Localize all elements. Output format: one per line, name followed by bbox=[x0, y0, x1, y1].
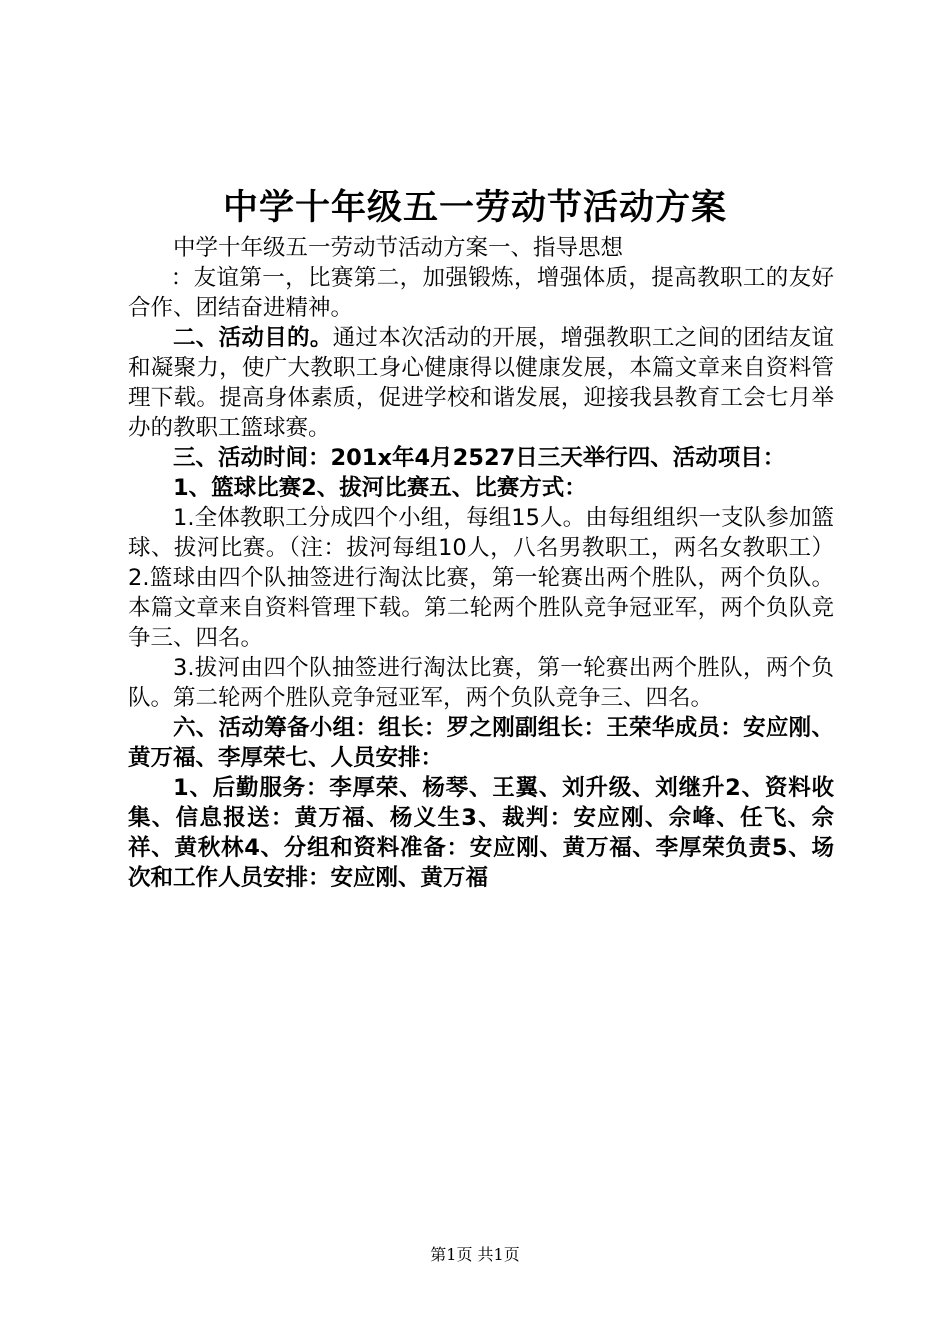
document-body bbox=[128, 233, 834, 893]
document-title: 中学十年级五一劳动节活动方案 bbox=[222, 187, 727, 228]
paragraph-guiding-thought: ：友谊第一，比赛第二，加强锻炼，增强体质，提高教职工的友好合作、团结奋进精神。 bbox=[128, 265, 834, 321]
paragraph-staffing: 1、后勤服务：李厚荣、杨琴、王翼、刘升级、刘继升2、资料收集、信息报送：黄万福、杨义生3、裁判：安应刚、佘峰、任飞、佘祥、黄秋林4、分组和资料准备：安应刚、黄万福、李厚荣负责5、场次和工作人员安排：安应刚、黄万福 bbox=[128, 775, 834, 891]
paragraph-committee: 六、活动筹备小组：组长：罗之刚副组长：王荣华成员：安应刚、黄万福、李厚荣七、人员安排： bbox=[128, 715, 834, 771]
paragraph-purpose bbox=[128, 323, 834, 443]
page-footer: 第1页 共1页 bbox=[430, 1245, 520, 1264]
paragraph-time: 三、活动时间：201x年4月2527日三天举行四、活动项目： bbox=[173, 445, 786, 471]
paragraph-intro: 中学十年级五一劳动节活动方案一、指导思想 bbox=[173, 235, 624, 261]
paragraph-tug-of-war: 3.拔河由四个队抽签进行淘汰比赛，第一轮赛出两个胜队，两个负队。第二轮两个胜队竞争冠亚军，两个负队竞争三、四名。 bbox=[128, 655, 834, 711]
paragraph-format: 1.全体教职工分成四个小组，每组15人。由每组组织一支队参加篮球、拔河比赛。（注：拔河每组10人，八名男教职工，两名女教职工）2.篮球由四个队抽签进行淘汰比赛，第一轮赛出两个胜队，两个负队。本篇文章来自资料管理下载。第二轮两个胜队竞争冠亚军，两个负队竞争三、四名。 bbox=[128, 505, 834, 651]
section-heading-purpose: 二、活动目的。 bbox=[173, 325, 333, 351]
paragraph-items: 1、篮球比赛2、拔河比赛五、比赛方式： bbox=[173, 475, 587, 501]
paragraph-purpose-text: 通过本次活动的开展，增强教职工之间的团结友谊和凝聚力，使广大教职工身心健康得以健康发展，本篇文章来自资料管理下载。提高身体素质，促进学校和谐发展，迎接我县教育工会七月举办的教职工篮球赛。 bbox=[128, 325, 834, 441]
